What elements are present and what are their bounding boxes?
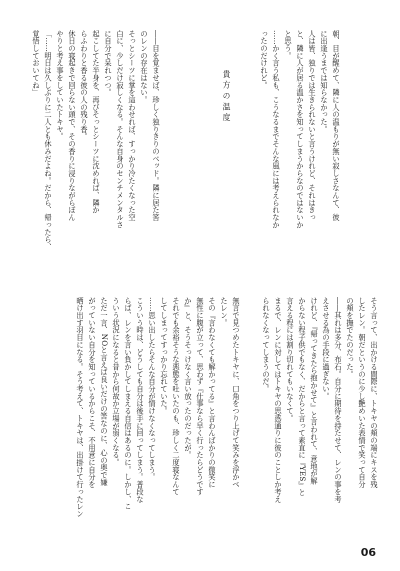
text-line: からない程子供でもなく、だからと言って素直に『YES』と [298, 297, 307, 497]
text-line: ――目を覚ませば、珍しく独りきりのベッド。隣に居た筈 [152, 30, 161, 222]
text-line: ――其れは多分、布石。自分に期待を持たせて、レンの事を考 [334, 297, 343, 503]
page-number: 06 [360, 546, 376, 559]
text-line: ……思い出したらそんな自分が情けなくなってしまう。 [148, 297, 157, 481]
text-line: 無言で見つめたトキヤに、口角をつり上げて笑みを浮かべ [232, 297, 241, 489]
text-line: 「……明日は久しぶりに二人とも休みだよね。だから、帰ったら、 [44, 30, 53, 251]
text-line: けれど、『帰ってきたら抱かせて』と言われて、意地が解 [310, 297, 319, 485]
text-line: ったのだけれど。 [260, 30, 269, 89]
text-line: 晒け出す羽目になる。そう考えて、トキヤは、出掛けて行ったレン [76, 297, 85, 518]
text-line: と思う。 [284, 30, 293, 60]
text-line: らふわりと香る彼の人の残り香。 [80, 30, 89, 141]
text-line: がっていない自分を知っているからこそ、不用意に自分を [88, 297, 97, 489]
text-line: に自分で呆れつつ。 [104, 30, 113, 97]
text-line: のレンの存在はない。 [140, 30, 149, 104]
text-line: 休日の寝起きで回らない頭で、その香りに浸りながらぼん [68, 30, 77, 222]
text-line: してしまってすっかり忘れていた。 [160, 297, 169, 415]
text-line: らば、レンを言い負かしてしまえる自信はあるのに。しかし、こ [124, 297, 133, 511]
text-line: そっとシーツに掌を這わせれば、すっかり冷たくなった空 [128, 30, 137, 222]
text-line: したレン。朝だというのに少し艶めいた表情で笑って自分 [358, 297, 367, 489]
text-line: 起こしてた半身を、再びそっとシーツに沈めれば、隣か [92, 30, 101, 214]
text-line: そう言って、出かける間際に、トキヤの頬の端にキスを残 [370, 297, 379, 489]
text-line: ういう状況になると昔から何故か立場が弱くなる。 [112, 297, 121, 467]
text-line: やりと考え事をしていたトキヤ。 [56, 30, 65, 141]
text-line: の頬を撫でたのだった。 [346, 297, 355, 378]
text-line: と、隣に人が居る温かさを知ってしまうからなのではないか [296, 30, 305, 229]
text-line: か』と、そうそっけなく言い放ったのだったが。 [184, 297, 193, 459]
text-line: こういう時は、どうしても自分は後手に回ってしまう。普段な [136, 297, 145, 503]
text-line: ……かく言う私も、こうなるまでそんな風には考えられなか [272, 30, 281, 229]
section-title: 貴方の温度 [222, 70, 231, 124]
text-line: ただ一言、NOと言えば良いだけの筈なのに、心の奥で嫌 [100, 297, 109, 486]
text-line: 無性に腹が立って、思わず『仕事なら早く行ったらどうです [196, 297, 205, 496]
upper-right-text-block [254, 30, 342, 278]
text-line: それでも余裕そうな悪態を吐いたのも、珍しく二度寝なんて [172, 297, 181, 496]
text-line: 言える程には割り切れてもいなくて。 [286, 297, 295, 422]
text-line: 人は皆、独りでは生きられないと言うけれど、それはきっ [308, 30, 317, 222]
text-line: まるで、レンに対してはトキヤの思惑通りに彼のことしか考え [274, 297, 283, 503]
text-line: たレン。 [220, 297, 229, 327]
text-line: に出逢うまでは知らなかった。 [320, 30, 329, 133]
text-line: 朝、目が醒めて、隣に人の温もりが無い寂しさなんて、彼 [332, 30, 341, 222]
lower-right-text-block [234, 297, 380, 541]
text-line: 白に、少しだけ寂しくなる。そんな自身のセンチメンタルさ [116, 30, 125, 229]
text-line: その『言わなくても解かってる』と言わんばかりの微笑に [208, 297, 217, 489]
text-line: えさせる為の手段に過ぎない。 [322, 297, 331, 400]
text-line: られなくなってしまうのだ。 [262, 297, 271, 393]
text-line: 覚悟しておいてね」 [32, 30, 41, 97]
lower-left-text-block [76, 297, 242, 541]
upper-left-text-block [32, 30, 162, 278]
